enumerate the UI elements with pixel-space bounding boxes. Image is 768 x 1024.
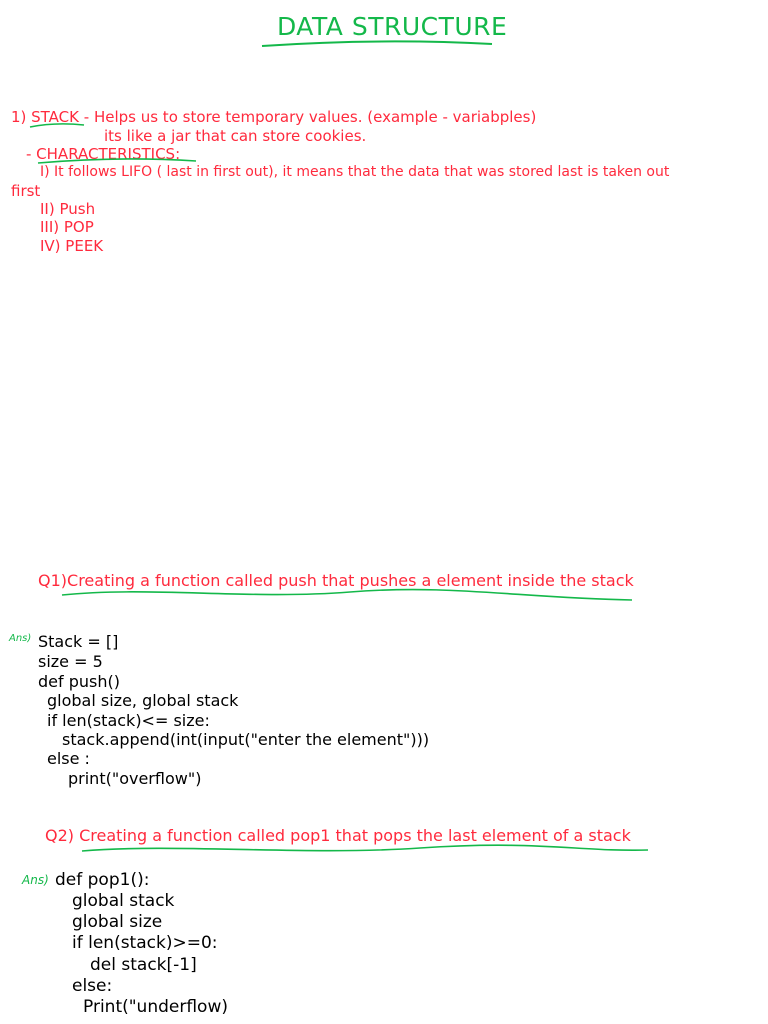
stack-underline — [30, 124, 84, 127]
q1-code-line: global size, global stack — [47, 691, 239, 710]
characteristic-peek: IV) PEEK — [40, 237, 104, 255]
characteristic-lifo: I) It follows LIFO ( last in first out), it means that the data that was stored last is taken out — [40, 164, 670, 180]
question-1: Q1)Creating a function called push that pushes a element inside the stack — [38, 571, 634, 590]
q1-code-line: print("overflow") — [68, 769, 202, 788]
q1-code-line: Stack = [] — [38, 632, 119, 651]
q2-code-line: Print("underflow) — [83, 997, 228, 1017]
stack-analogy: its like a jar that can store cookies. — [104, 127, 367, 145]
q2-code-line: global stack — [72, 891, 175, 911]
q1-code-line: def push() — [38, 672, 120, 691]
q1-code-line: size = 5 — [38, 652, 103, 671]
q1-code-line: stack.append(int(input("enter the element"))) — [62, 730, 430, 749]
characteristic-lifo-continued: first — [11, 182, 41, 200]
title-underline — [262, 41, 492, 46]
q1-underline — [62, 590, 632, 600]
q2-code-line: del stack[-1] — [90, 955, 197, 975]
page-title: DATA STRUCTURE — [277, 12, 508, 41]
q1-code-line: else : — [47, 749, 90, 768]
characteristics-heading: - CHARACTERISTICS: — [26, 145, 181, 163]
answer-2-mark: Ans) — [22, 873, 49, 887]
stack-definition: 1) STACK - Helps us to store temporary values. (example - variabples) — [11, 108, 537, 126]
q2-code-line: else: — [72, 976, 113, 996]
q2-code-line: if len(stack)>=0: — [72, 933, 218, 953]
q2-code-line: global size — [72, 912, 163, 932]
question-2: Q2) Creating a function called pop1 that pops the last element of a stack — [45, 826, 631, 845]
answer-1-mark: Ans) — [9, 633, 32, 644]
q2-code-line: def pop1(): — [55, 870, 150, 890]
characteristic-pop: III) POP — [40, 218, 94, 236]
characteristic-push: II) Push — [40, 200, 96, 218]
q2-underline — [82, 845, 648, 851]
q1-code-line: if len(stack)<= size: — [47, 711, 210, 730]
characteristics-underline — [38, 159, 196, 163]
